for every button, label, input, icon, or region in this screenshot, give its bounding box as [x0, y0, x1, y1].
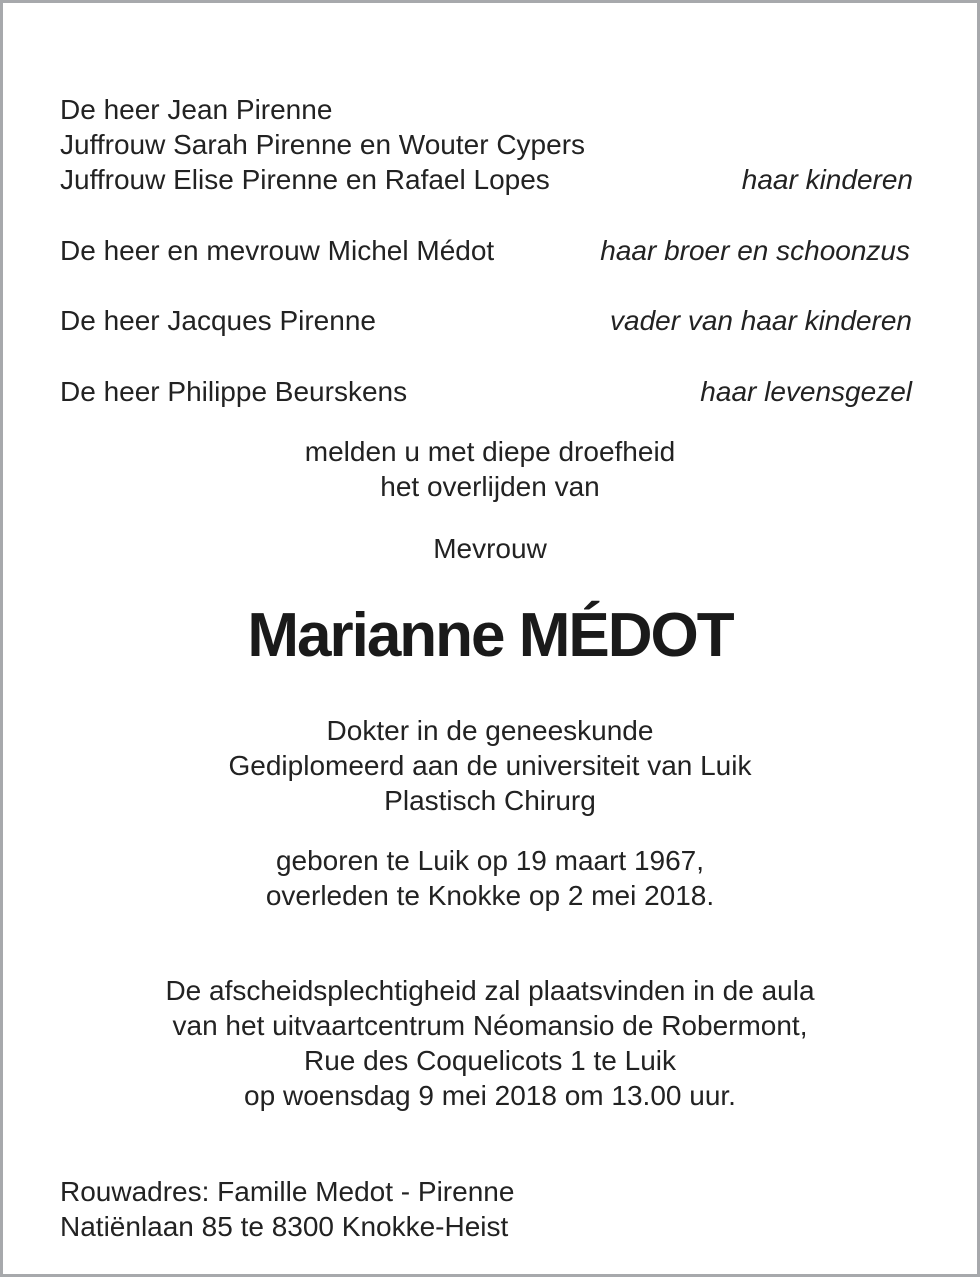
- family-relation: haar kinderen: [741, 164, 913, 195]
- death-date: overleden te Knokke op 2 mei 2018.: [265, 880, 715, 911]
- family-member-name: Juffrouw Elise Pirenne en Rafael Lopes: [60, 164, 550, 195]
- announcement-line: het overlijden van: [380, 471, 600, 502]
- profession-line: Dokter in de geneeskunde: [326, 715, 654, 746]
- family-member-name: De heer Jacques Pirenne: [60, 305, 376, 336]
- ceremony-line: De afscheidsplechtigheid zal plaatsvinden in de aula: [165, 975, 815, 1006]
- family-member-name: De heer en mevrouw Michel Médot: [60, 235, 495, 266]
- honorific-title: Mevrouw: [433, 533, 547, 564]
- ceremony-line: Rue des Coquelicots 1 te Luik: [304, 1045, 676, 1076]
- family-relation: haar broer en schoonzus: [600, 235, 910, 266]
- profession-line: Plastisch Chirurg: [384, 785, 596, 816]
- profession-line: Gediplomeerd aan de universiteit van Luik: [228, 750, 752, 781]
- family-member-name: De heer Philippe Beurskens: [60, 376, 408, 407]
- ceremony-line: op woensdag 9 mei 2018 om 13.00 uur.: [244, 1080, 736, 1111]
- mourning-address: Natiënlaan 85 te 8300 Knokke-Heist: [60, 1211, 509, 1242]
- family-member-name: De heer Jean Pirenne: [60, 94, 333, 125]
- ceremony-line: van het uitvaartcentrum Néomansio de Robermont,: [172, 1010, 808, 1041]
- family-relation: haar levensgezel: [700, 376, 912, 407]
- deceased-name: Marianne MÉDOT: [247, 601, 733, 670]
- family-member-name: Juffrouw Sarah Pirenne en Wouter Cypers: [60, 129, 586, 160]
- announcement-line: melden u met diepe droefheid: [304, 436, 676, 467]
- birth-date: geboren te Luik op 19 maart 1967,: [275, 845, 705, 876]
- mourning-address: Rouwadres: Famille Medot - Pirenne: [60, 1176, 515, 1207]
- family-relation: vader van haar kinderen: [610, 305, 912, 336]
